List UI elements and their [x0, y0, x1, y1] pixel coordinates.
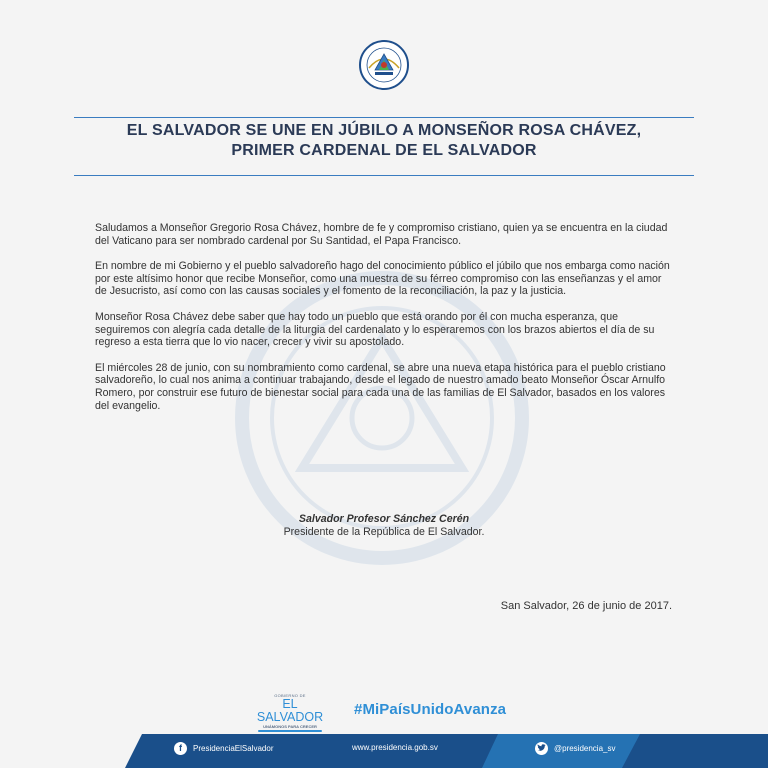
- title-bottom-rule: [74, 175, 694, 176]
- website-link[interactable]: www.presidencia.gob.sv: [352, 743, 438, 752]
- twitter-handle: @presidencia_sv: [554, 743, 616, 753]
- facebook-icon: f: [174, 742, 187, 755]
- logo-main-text: EL SALVADOR: [256, 697, 324, 724]
- title-line-1: EL SALVADOR SE UNE EN JÚBILO A MONSEÑOR ROSA CHÁVEZ,: [126, 122, 642, 139]
- statement-body: [95, 222, 675, 425]
- twitter-link[interactable]: [535, 741, 615, 755]
- logo-underline: [258, 730, 322, 732]
- signatory-name: Salvador Profesor Sánchez Cerén: [298, 513, 470, 525]
- paragraph-3: Monseñor Rosa Chávez debe saber que hay todo un pueblo que está orando por él con mucha esperanza, que seguiremos con alegría cada detalle de la liturgia del cardenalato y lo esperaremos con los brazos abiertos el día de su regreso a esta tierra que lo vio nacer, crecer y vivir su apostolado.: [95, 310, 655, 349]
- paragraph-1: Saludamos a Monseñor Gregorio Rosa Chávez, hombre de fe y compromiso cristiano, quien ya se encuentra en la ciudad del Vaticano para ser nombrado cardenal por Su Santidad, el Papa Francisco.: [95, 222, 668, 247]
- hashtag: #MiPaísUnidoAvanza: [354, 701, 507, 718]
- signature-block: [234, 513, 534, 539]
- facebook-handle: PresidenciaElSalvador: [193, 743, 274, 753]
- document-date: San Salvador, 26 de junio de 2017.: [500, 600, 672, 612]
- facebook-link[interactable]: [174, 741, 274, 755]
- title-line-2: PRIMER CARDENAL DE EL SALVADOR: [231, 142, 537, 159]
- government-logo: [254, 693, 326, 729]
- twitter-bird-glyph: [537, 744, 546, 752]
- title-top-rule: [74, 117, 694, 118]
- paragraph-4: El miércoles 28 de junio, con su nombramiento como cardenal, se abre una nueva etapa histórica para el pueblo cristiano salvadoreño, lo cual nos anima a continuar trabajando, desde el legado de nuestro amado beato Monseñor Óscar Arnulfo Romero, por construir ese futuro de bienestar social para cada una de las familias de El Salvador, basados en los valores del evangelio.: [95, 361, 666, 412]
- page-title: [74, 121, 694, 161]
- logo-small-text: GOBIERNO DE: [274, 693, 306, 698]
- paragraph-2: En nombre de mi Gobierno y el pueblo salvadoreño hago del conocimiento público el júbilo que nos embarga como nación por este altísimo honor que recibe Monseñor, como una muestra de su férreo compromiso con las enseñanzas y el amor de Jesucristo, así como con las causas sociales y el fomento de la reconciliación, la paz y la justicia.: [95, 260, 670, 298]
- logo-tagline: UNÁMONOS PARA CRECER: [263, 724, 317, 729]
- signatory-role: Presidente de la República de El Salvador.: [283, 526, 485, 538]
- coat-of-arms-seal: [359, 40, 409, 90]
- twitter-icon: [535, 742, 548, 755]
